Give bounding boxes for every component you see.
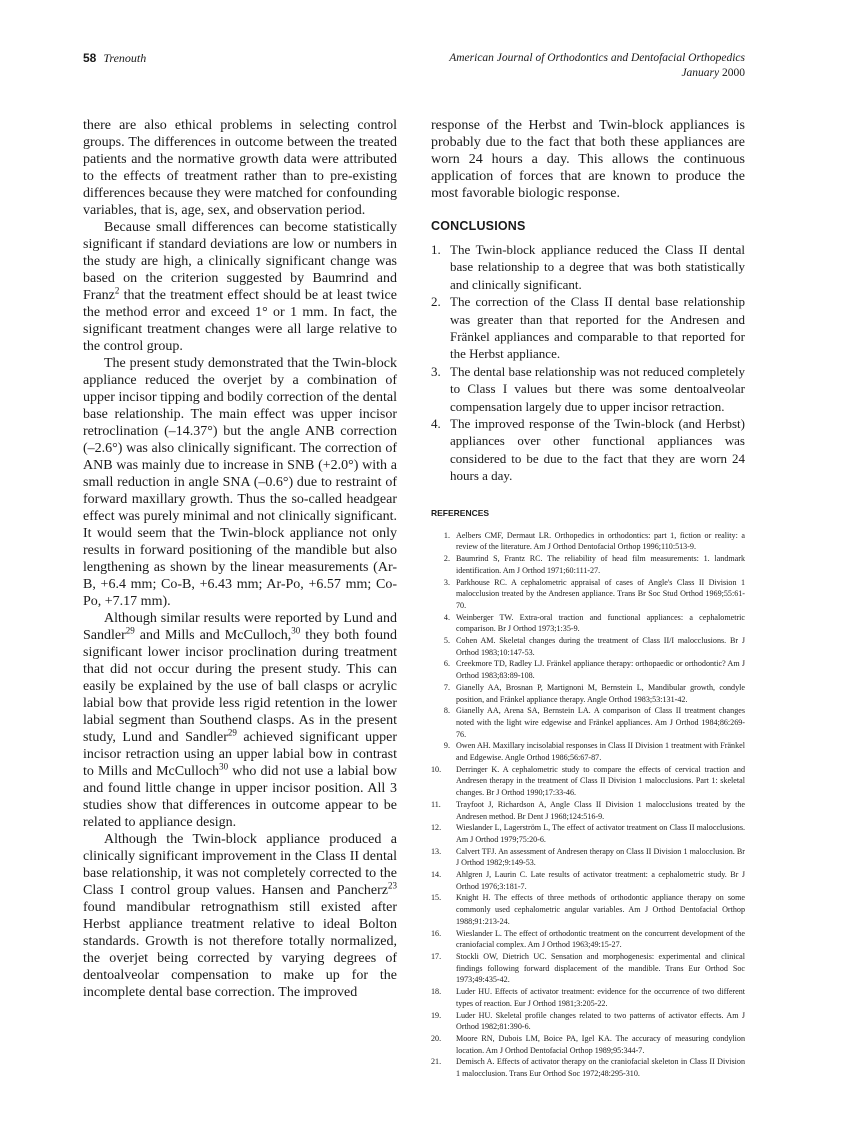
reference-text: Luder HU. Effects of activator treatment: evidence for the occurrence of two different types of reaction. Eur J Orthod 1981;3:205-22. (456, 987, 745, 1008)
reference-number: 8. (443, 706, 450, 716)
body-paragraph: The present study demonstrated that the Twin-block appliance reduced the overjet by a combination of upper incisor tipping and bodily correction of the dental base relationship. The main effect was upper incisor retroclination (–14.37°) but the angle ANB correction (–2.6°) was also clinically significant. The correction of ANB was mainly due to increase in SNB (+2.0°) with a small reduction in angle SNA (–0.6°) due to restraint of forward maxillary growth. Thus the so-called headgear effect was purely minimal and not clinically significant. It would seem that the Twin-block appliance not only results in forward positioning of the mandible but also lengthening as shown by the linear measurements (Ar-B, +6.4 mm; Co-B, +6.43 mm; Ar-Po, +6.57 mm; Co-Po, +7.17 mm). (83, 356, 397, 609)
conclusion-number: 4. (431, 416, 441, 432)
reference-number: 14. (431, 870, 442, 880)
conclusions-list (431, 241, 745, 485)
conclusions-heading: CONCLUSIONS (431, 219, 526, 233)
reference-number: 12. (431, 823, 442, 833)
reference-text: Trayfoot J, Richardson A, Angle Class II Division 1 malocclusions treated by the Andresen method. Br Dent J 1968;124:516-9. (456, 799, 745, 821)
reference-number: 18. (431, 987, 442, 997)
reference-item (437, 705, 745, 740)
conclusion-item (431, 363, 745, 415)
reference-text: Owen AH. Maxillary incisolabial responses in Class II Division 1 treatment with Fränkel and Edgewise. Angle Orthod 1986;56:67-87. (456, 741, 745, 763)
references-heading: REFERENCES (431, 507, 490, 518)
reference-text: Calvert TFJ. An assessment of Andresen therapy on Class II Division 1 malocclusion. Br J Orthod 1982;9:149-53. (456, 846, 745, 868)
running-header-left (83, 51, 146, 66)
issue-year: 2000 (722, 67, 745, 79)
conclusion-item (431, 241, 745, 293)
reference-number: 10. (431, 764, 442, 774)
reference-number: 6. (443, 659, 450, 669)
reference-item (431, 1056, 745, 1079)
reference-number: 21. (431, 1057, 442, 1067)
reference-number: 20. (431, 1033, 442, 1043)
reference-number: 13. (431, 846, 442, 856)
conclusion-item (431, 415, 745, 485)
reference-number: 19. (431, 1010, 442, 1020)
reference-text: Moore RN, Dubois LM, Boice PA, Igel KA. The accuracy of measuring condylion location. Am J Orthod Dentofacial Orthop 1989;95:344-7. (456, 1033, 745, 1055)
reference-text: Ahlgren J, Laurin C. Late results of activator treatment: a cephalometric study. Br J Orthod 1976;3:181-7. (456, 870, 745, 891)
reference-text: Baumrind S, Frantz RC. The reliability of head film measurements: 1. landmark identification. Am J Orthod 1971;60:111-27. (456, 554, 745, 575)
reference-item (431, 951, 745, 986)
body-paragraph: Although similar results were reported by Lund and Sandler$^{29}$ and Mills and McCulloch,$^{30}$ they both found significant lower incisor proclination during treatment that did not occur during the present study. This can easily be explained by the use of ball clasps or acrylic labial bow that provide less rigid retention in the lower labial segment than Southend clasps. As in the present study, Lund and Sandler$^{29}$ achieved significant upper incisor retraction using an upper labial bow in contrast to Mills and McCulloch$^{30}$ who did not use a labial bow and found little change in upper incisor position. All 3 studies show that differences in outcome appear to be related to appliance design. (83, 611, 397, 830)
discussion-continuation: response of the Herbst and Twin-block appliances is probably due to the fact that both these appliances are worn 24 hours a day. This allows the continuous application of forces that are known to produce the most favorable biologic response. (431, 118, 745, 201)
reference-item (431, 869, 745, 892)
reference-text: Gianelly AA, Brosnan P, Martignoni M, Bernstein L, Mandibular growth, condyle position, and Fränkel appliance therapy. Angle Orthod 1983;53:131-42. (456, 682, 745, 704)
reference-text: Aelbers CMF, Dermaut LR. Orthopedics in orthodontics: part 1, fiction or reality: a review of the literature. Am J Orthod Dentofacial Orthop 1996;110:513-9. (456, 530, 745, 552)
reference-text: Stockli OW, Dietrich UC. Sensation and morphogenesis: experimental and clinical findings following forward displacement of the mandible. Trans Eur Orthod Soc 1973;49:435-42. (456, 952, 745, 985)
reference-item (437, 577, 745, 612)
left-column (83, 117, 397, 1001)
reference-item (431, 846, 745, 869)
conclusion-number: 1. (431, 242, 441, 257)
reference-item (431, 986, 745, 1009)
reference-number: 17. (431, 952, 442, 961)
conclusion-number: 2. (431, 294, 441, 310)
reference-text: Cohen AM. Skeletal changes during the treatment of Class II/I malocclusions. Br J Orthod 1983;10:147-53. (456, 636, 745, 657)
reference-item (437, 612, 745, 635)
journal-title: American Journal of Orthodontics and Dentofacial Orthopedics (449, 52, 745, 64)
conclusion-item (431, 293, 745, 363)
reference-number: 11. (431, 799, 441, 809)
body-paragraph: there are also ethical problems in selecting control groups. The differences in outcome between the treated patients and the normative growth data were attributed to the effects of treatment rather than to pre-existing differences because they were matched for confounding variables, that is, age, sex, and observation period. (83, 118, 397, 218)
reference-number: 3. (443, 577, 450, 587)
reference-number: 4. (443, 612, 450, 622)
reference-item (437, 682, 745, 705)
issue-date (449, 66, 745, 81)
conclusion-text: The correction of the Class II dental base relationship was greater than that reported for the Andresen and Fränkel appliances and comparable to that reported for the Herbst appliance. (450, 294, 745, 362)
body-paragraph: Because small differences can become statistically significant if standard deviations are low or numbers in the study are high, a clinically significant change was based on the criterion suggested by Baumrind and Franz$^2$ that the treatment effect should be at least twice the method error and exceed 1° or 1 mm. In fact, the significant treatment changes were all large relative to the control group. (83, 220, 397, 354)
reference-number: 1. (443, 530, 450, 540)
citation-superscript: 30 (219, 761, 229, 772)
page-number: 58 (83, 51, 97, 65)
reference-item (431, 928, 745, 951)
reference-text: Gianelly AA, Arena SA, Bernstein LA. A comparison of Class II treatment changes noted with the light wire edgewise and Fränkel appliances. Am J Orthod 1984;86:269-76. (456, 706, 745, 739)
reference-number: 15. (431, 893, 442, 903)
citation-superscript: 2 (114, 285, 120, 296)
reference-item (431, 822, 745, 845)
reference-number: 16. (431, 928, 442, 938)
reference-number: 2. (443, 554, 450, 564)
reference-text: Wieslander L, Lagerström L, The effect of activator treatment on Class II malocclusions. Am J Orthod 1979;75:20-6. (456, 823, 745, 844)
reference-text: Knight H. The effects of three methods of orthodontic appliance therapy on some commonly used cephalometric angular variables. Am J Orthod Dentofacial Orthop 1988;91:213-24. (456, 893, 745, 926)
reference-item (437, 530, 745, 553)
reference-item (431, 799, 745, 822)
conclusion-number: 3. (431, 363, 441, 379)
citation-superscript: 29 (125, 625, 135, 636)
reference-text: Wieslander L. The effect of orthodontic treatment on the concurrent development of the craniofacial complex. Am J Orthod 1963;49:15-27. (456, 928, 745, 950)
reference-text: Creekmore TD, Radley LJ. Fränkel appliance therapy: orthopaedic or orthodontic? Am J Orthod 1983;83:89-108. (456, 659, 745, 681)
citation-superscript: 29 (227, 727, 237, 738)
conclusion-text: The dental base relationship was not reduced completely to Class I values but there was some dentoalveolar compensation largely due to upper incisor retraction. (450, 363, 745, 414)
body-paragraph: Although the Twin-block appliance produced a clinically significant improvement in the Class II dental base relationship, it was not completely corrected to the Class I control group values. Hansen and Pancherz$^{23}$ found mandibular retrognathism still existed after Herbst appliance treatment relative to ideal Bolton standards. Growth is not therefore totally normalized, the overjet being corrected by varying degrees of dentoalveolar compensation to make up for the incomplete dental base correction. The improved (83, 832, 397, 1000)
issue-month: January (681, 67, 720, 79)
conclusion-text: The Twin-block appliance reduced the Class II dental base relationship to a degree that was both statistically and clinically significant. (450, 242, 745, 292)
citation-superscript: 30 (291, 625, 301, 636)
reference-number: 5. (443, 636, 450, 646)
reference-item (431, 892, 745, 927)
reference-text: Derringer K. A cephalometric study to compare the effects of cervical traction and Andresen therapy in the treatment of Class II Division 1 malocclusions. Part 1: skeletal changes. Br J Orthod 1990;17:33-46. (456, 764, 745, 798)
right-column (431, 117, 745, 1080)
reference-text: Demisch A. Effects of activator therapy on the craniofacial skeleton in Class II Division 1 malocclusion. Trans Eur Orthod Soc 1972;48:295-310. (456, 1057, 745, 1079)
reference-text: Parkhouse RC. A cephalometric appraisal of cases of Angle's Class II Division 1 malocclusion treated by the Andresen appliance. Trans Br Soc Stud Orthod 1969;55:61-70. (456, 577, 745, 610)
reference-number: 9. (443, 741, 450, 751)
reference-item (437, 740, 745, 763)
reference-text: Luder HU. Skeletal profile changes related to two patterns of activator effects. Am J Orthod 1982;81:390-6. (456, 1010, 745, 1032)
references-list (431, 530, 745, 1080)
citation-superscript: 23 (388, 880, 397, 891)
reference-item (431, 1010, 745, 1033)
reference-item (431, 1033, 745, 1056)
reference-item (437, 658, 745, 681)
conclusion-text: The improved response of the Twin-block (and Herbst) appliances over other functional appliances was considered to be due to the fact that they are worn 24 hours a day. (450, 416, 745, 484)
reference-item (431, 764, 745, 799)
reference-item (437, 553, 745, 576)
running-author: Trenouth (103, 51, 147, 65)
reference-number: 7. (443, 682, 450, 692)
reference-text: Weinberger TW. Extra-oral traction and functional appliances: a cephalometric comparison. Br J Orthod 1973;1:35-9. (456, 612, 745, 634)
reference-item (437, 635, 745, 658)
running-header-right (449, 51, 745, 81)
